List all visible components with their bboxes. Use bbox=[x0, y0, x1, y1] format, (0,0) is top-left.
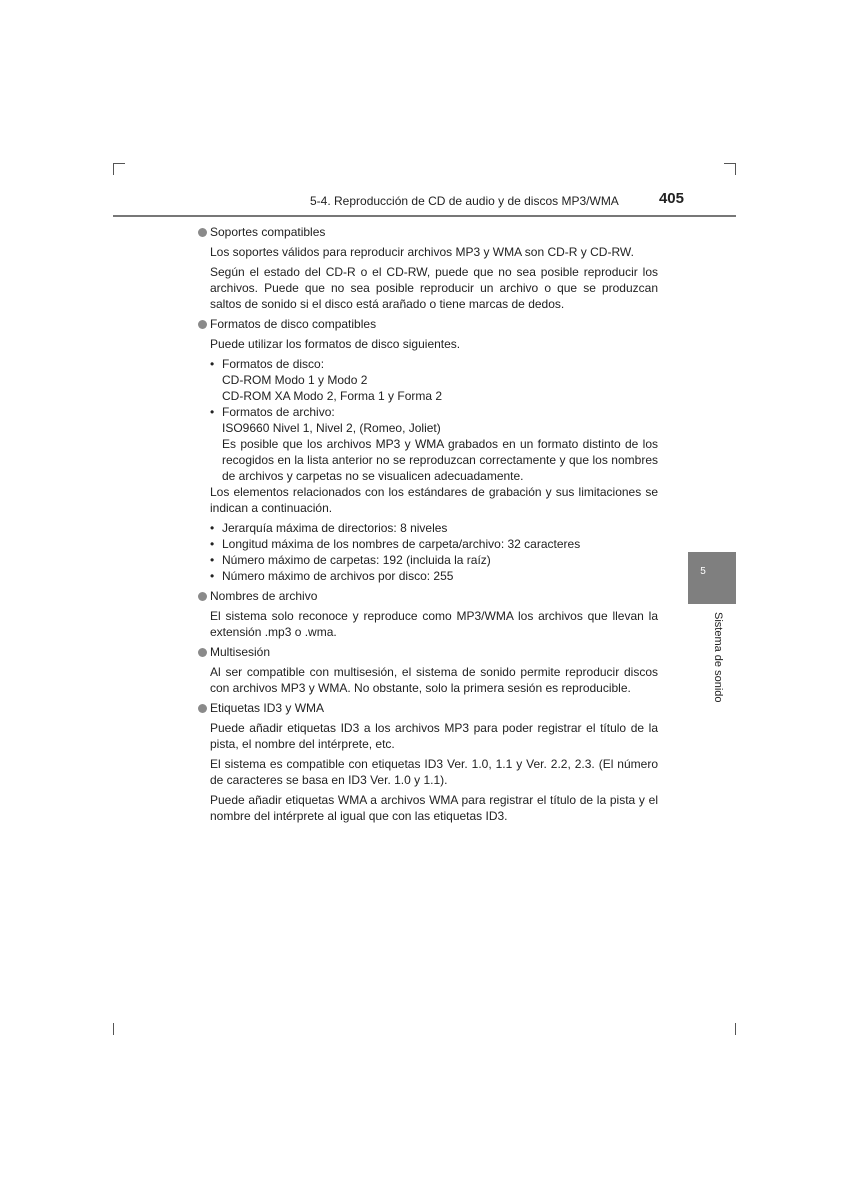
section-heading-multisesion bbox=[198, 644, 658, 660]
list-item-line: Es posible que los archivos MP3 y WMA grabados en un formato distinto de los recogidos en la lista anterior no se reproduzcan correctamente y que los nombres de archivos y carpetas no se visualicen adecuadamente. bbox=[222, 437, 658, 483]
bullet-circle-icon bbox=[198, 648, 207, 657]
paragraph: El sistema solo reconoce y reproduce como MP3/WMA los archivos que llevan la extensión .mp3 o .wma. bbox=[210, 609, 658, 639]
section-heading-text: Etiquetas ID3 y WMA bbox=[210, 701, 325, 715]
bullet-circle-icon bbox=[198, 320, 207, 329]
section-heading-nombres bbox=[198, 588, 658, 604]
list-item-title: • Formatos de archivo: bbox=[222, 405, 335, 419]
chapter-tab-label: Sistema de sonido bbox=[712, 612, 724, 703]
bullet-circle-icon bbox=[198, 228, 207, 237]
list-item: • Longitud máxima de los nombres de carpeta/archivo: 32 caracteres bbox=[210, 536, 658, 552]
section-heading-etiquetas bbox=[198, 700, 658, 716]
chapter-tab bbox=[688, 552, 736, 604]
section-heading-text: Nombres de archivo bbox=[210, 589, 318, 603]
section-heading-soportes bbox=[198, 224, 658, 240]
list-item-line: CD-ROM Modo 1 y Modo 2 bbox=[222, 373, 368, 387]
list-item: • Jerarquía máxima de directorios: 8 niveles bbox=[210, 520, 658, 536]
paragraph: Puede añadir etiquetas ID3 a los archivos MP3 para poder registrar el título de la pista, el nombre del intérprete, etc. bbox=[210, 721, 658, 751]
list-item-title: • Formatos de disco: bbox=[222, 357, 325, 371]
bullet-circle-icon bbox=[198, 704, 207, 713]
paragraph: El sistema es compatible con etiquetas ID3 Ver. 1.0, 1.1 y Ver. 2.2, 2.3. (El número de caracteres se basa en ID3 Ver. 1.0 y 1.1). bbox=[210, 757, 658, 787]
section-heading-formatos bbox=[198, 316, 658, 332]
format-list bbox=[210, 356, 658, 484]
crop-mark-top-left-v bbox=[113, 163, 114, 175]
bullet-circle-icon bbox=[198, 592, 207, 601]
header-rule bbox=[113, 215, 736, 217]
list-item-line: ISO9660 Nivel 1, Nivel 2, (Romeo, Joliet) bbox=[222, 421, 441, 435]
crop-mark-bottom-right-v bbox=[735, 1023, 736, 1035]
list-item: • Número máximo de archivos por disco: 255 bbox=[210, 568, 658, 584]
paragraph: Puede utilizar los formatos de disco siguientes. bbox=[210, 337, 461, 351]
limits-list bbox=[210, 520, 658, 584]
page-number: 405 bbox=[658, 190, 684, 207]
list-item: • Número máximo de carpetas: 192 (incluida la raíz) bbox=[210, 552, 658, 568]
paragraph: Puede añadir etiquetas WMA a archivos WMA para registrar el título de la pista y el nombre del intérprete al igual que con las etiquetas ID3. bbox=[210, 793, 658, 823]
page-content bbox=[198, 224, 658, 828]
section-header-title: 5-4. Reproducción de CD de audio y de discos MP3/WMA bbox=[310, 194, 619, 208]
crop-mark-top-right-v bbox=[735, 163, 736, 175]
paragraph: Los elementos relacionados con los estándares de grabación y sus limitaciones se indican a continuación. bbox=[210, 485, 658, 515]
section-heading-text: Formatos de disco compatibles bbox=[210, 317, 377, 331]
section-heading-text: Soportes compatibles bbox=[210, 225, 326, 239]
crop-mark-bottom-left-v bbox=[113, 1023, 114, 1035]
list-item-line: CD-ROM XA Modo 2, Forma 1 y Forma 2 bbox=[222, 389, 443, 403]
paragraph: Al ser compatible con multisesión, el sistema de sonido permite reproducir discos con archivos MP3 y WMA. No obstante, solo la primera sesión es reproducible. bbox=[210, 665, 658, 695]
chapter-tab-number: 5 bbox=[700, 566, 706, 577]
list-item bbox=[210, 404, 658, 484]
paragraph: Según el estado del CD-R o el CD-RW, puede que no sea posible reproducir los archivos. Puede que no sea posible reproducir un archivo o que se produzcan saltos de sonido si el disco está arañado o tiene marcas de dedos. bbox=[210, 265, 658, 311]
list-item bbox=[210, 356, 658, 404]
crop-mark-top-left-h bbox=[113, 163, 125, 164]
section-heading-text: Multisesión bbox=[210, 645, 271, 659]
paragraph: Los soportes válidos para reproducir archivos MP3 y WMA son CD-R y CD-RW. bbox=[210, 245, 634, 259]
